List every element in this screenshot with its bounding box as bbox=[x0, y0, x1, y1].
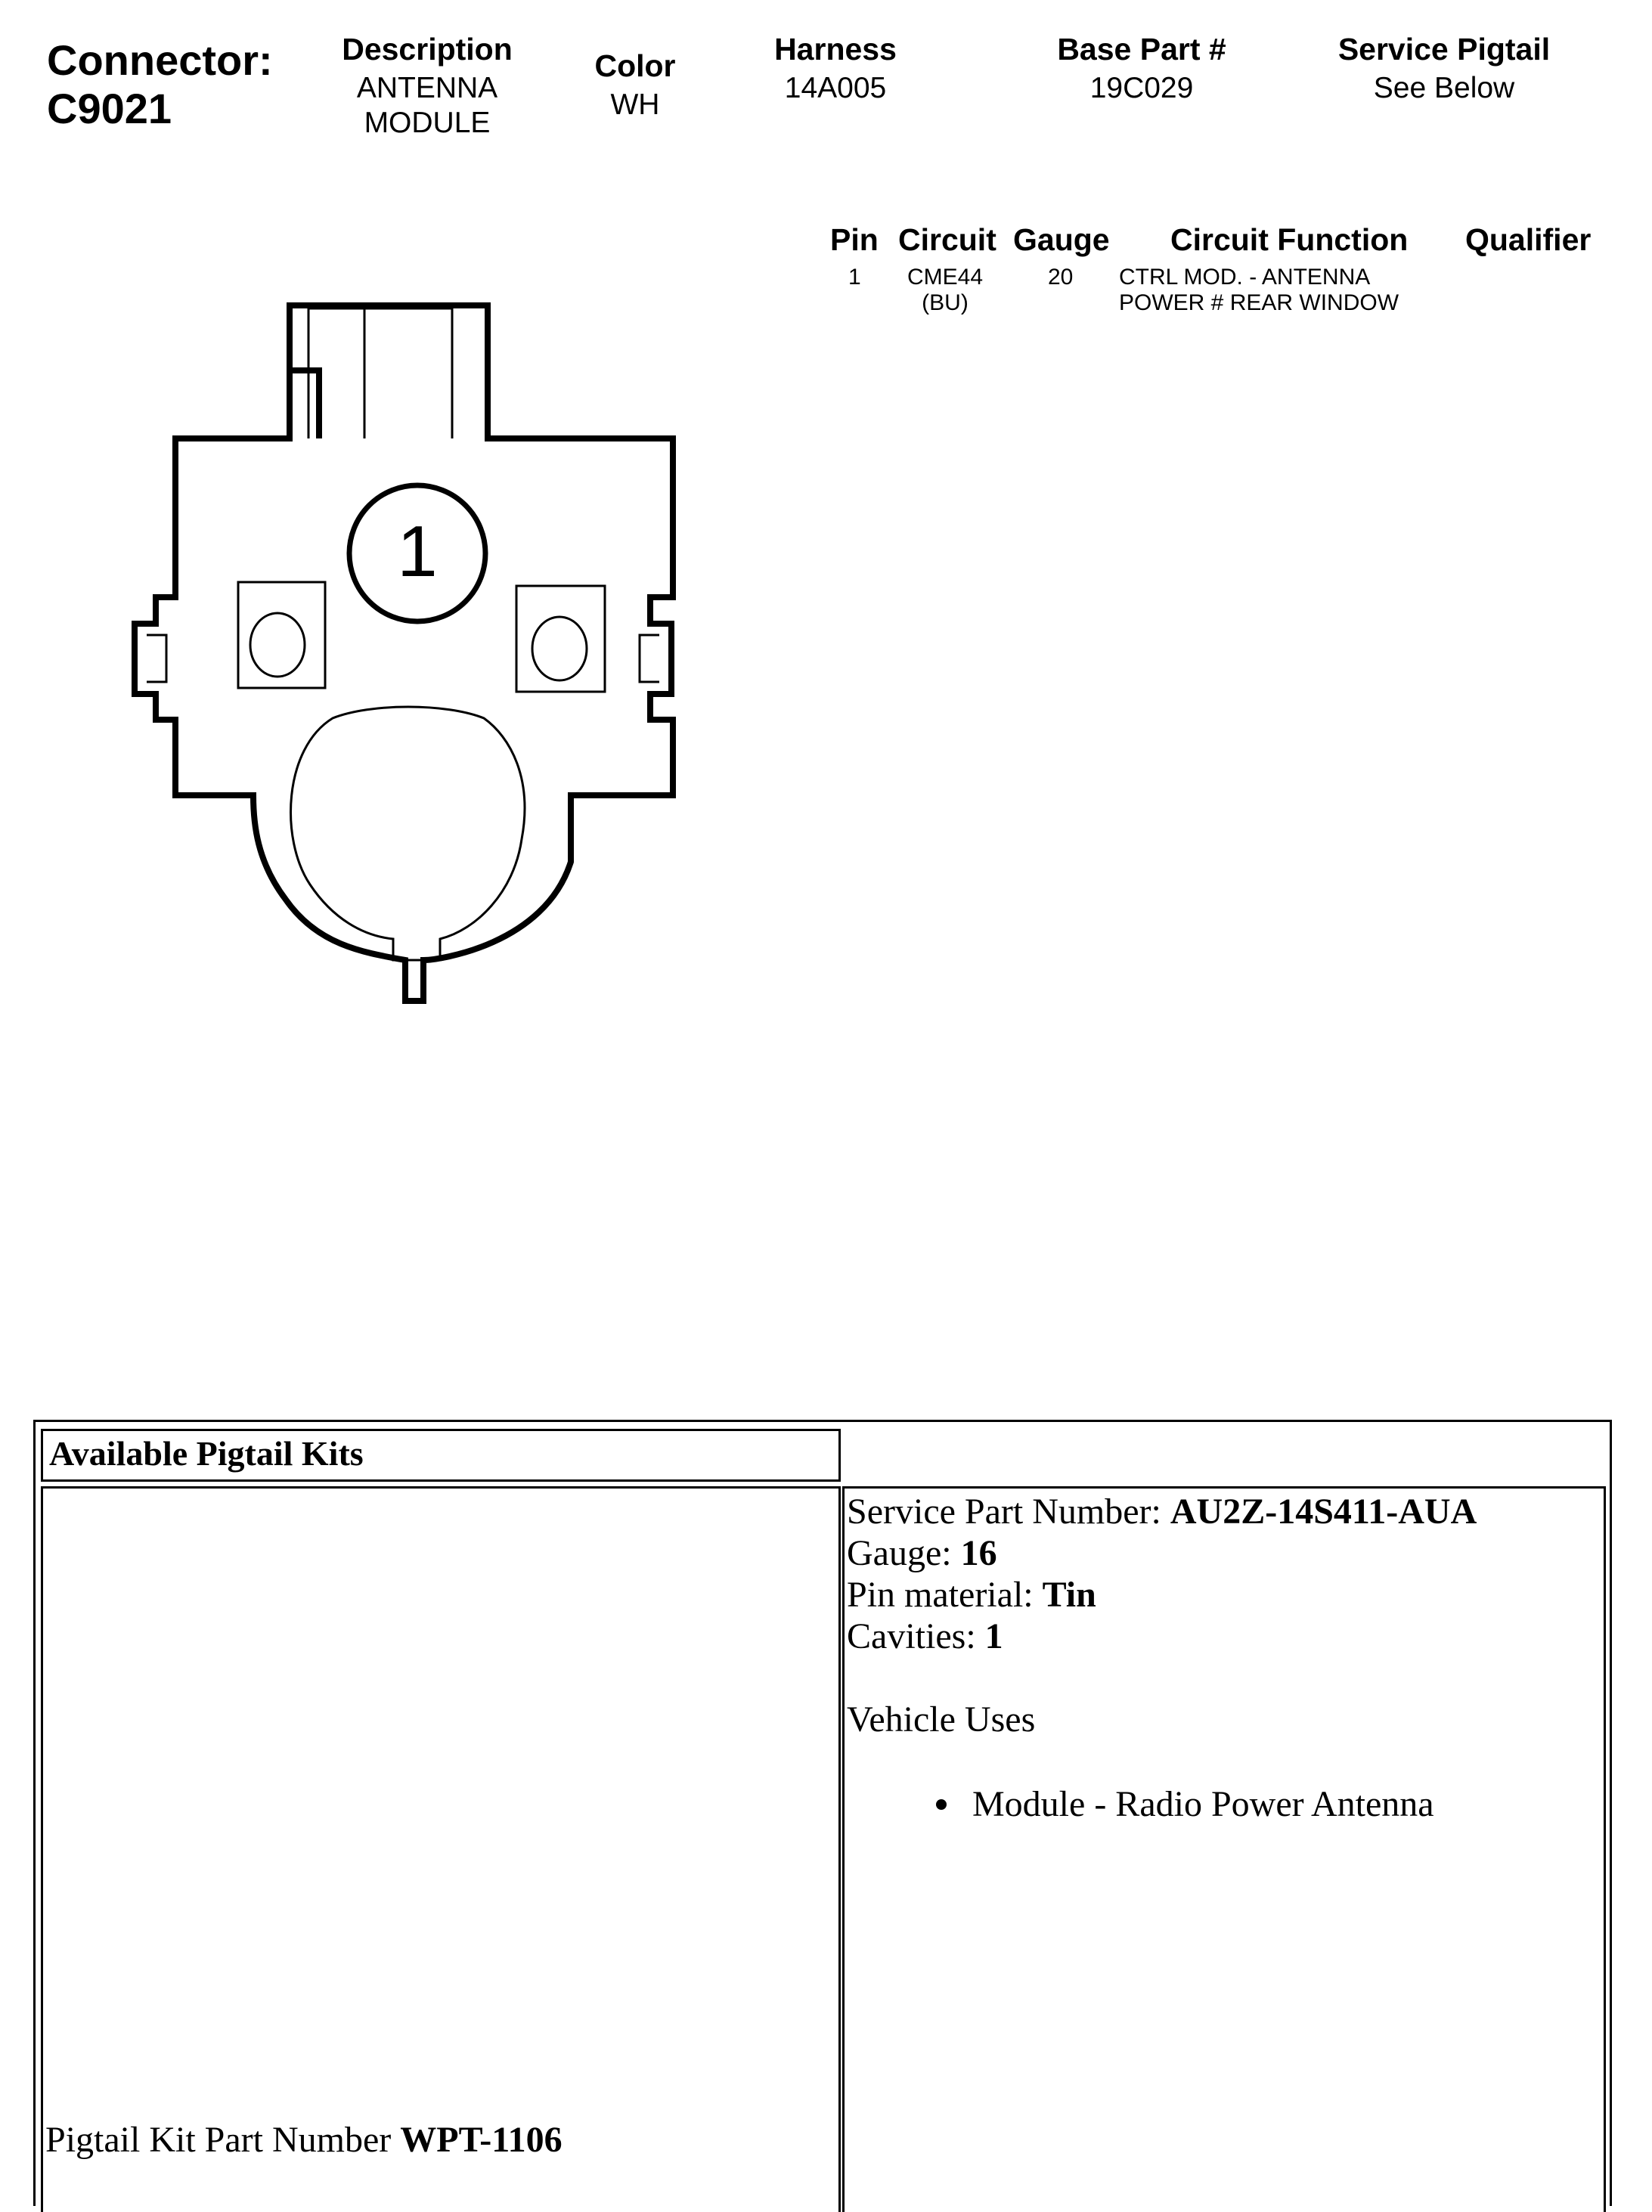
base-part-column bbox=[1028, 30, 1255, 106]
gauge-col-header: Gauge bbox=[1013, 222, 1110, 257]
gauge-value: 16 bbox=[960, 1533, 997, 1573]
vehicle-uses-heading: Vehicle Uses bbox=[847, 1699, 1036, 1740]
harness-column bbox=[741, 30, 930, 106]
cavities-line bbox=[847, 1616, 1477, 1657]
circuit-function-cell bbox=[1119, 265, 1399, 316]
mount-boss-right bbox=[516, 586, 605, 692]
side-tab-right-inner bbox=[640, 635, 659, 682]
circuit-function-line2: POWER # REAR WINDOW bbox=[1119, 290, 1399, 315]
side-tab-left-inner bbox=[147, 635, 166, 682]
pin-1-label: 1 bbox=[397, 511, 438, 592]
base-part-label: Base Part # bbox=[1057, 32, 1226, 67]
list-item bbox=[936, 1783, 1434, 1826]
pin-col-header: Pin bbox=[830, 222, 879, 257]
gauge-label: Gauge: bbox=[847, 1533, 952, 1573]
cavities-label: Cavities: bbox=[847, 1616, 976, 1656]
color-column bbox=[559, 47, 711, 122]
mount-hole-right bbox=[532, 617, 587, 680]
description-column bbox=[325, 30, 529, 141]
color-value: WH bbox=[610, 88, 660, 121]
cavities-value: 1 bbox=[984, 1616, 1003, 1656]
mount-hole-left bbox=[250, 613, 305, 677]
color-label: Color bbox=[594, 48, 676, 83]
circuit-code: CME44 bbox=[907, 265, 984, 290]
harness-label: Harness bbox=[774, 32, 897, 67]
connector-label: Connector: bbox=[47, 36, 273, 84]
service-pigtail-column bbox=[1316, 30, 1573, 106]
vehicle-use-item: Module - Radio Power Antenna bbox=[972, 1784, 1434, 1824]
latch-post-left bbox=[290, 370, 319, 438]
pigtail-kit-part-number bbox=[45, 2118, 563, 2162]
service-part-label: Service Part Number: bbox=[847, 1492, 1161, 1532]
connector-id: C9021 bbox=[47, 85, 172, 132]
gauge-line bbox=[847, 1532, 1477, 1574]
service-part-value: AU2Z-14S411-AUA bbox=[1170, 1492, 1477, 1532]
circuit-cell bbox=[900, 265, 990, 316]
gauge-cell: 20 bbox=[1048, 265, 1074, 290]
kit-part-label: Pigtail Kit Part Number bbox=[45, 2120, 392, 2160]
harness-value: 14A005 bbox=[784, 72, 887, 104]
kit-part-value: WPT-1106 bbox=[400, 2120, 563, 2160]
pin-material-line bbox=[847, 1574, 1477, 1616]
pin-material-label: Pin material: bbox=[847, 1575, 1034, 1615]
pigtail-image-box bbox=[41, 1486, 841, 2212]
pin-material-value: Tin bbox=[1042, 1575, 1096, 1615]
circuit-function-col-header: Circuit Function bbox=[1170, 222, 1409, 257]
circuit-col-header: Circuit bbox=[898, 222, 996, 257]
pigtail-kits-title: Available Pigtail Kits bbox=[49, 1434, 364, 1473]
connector-housing-outline bbox=[135, 305, 673, 1001]
connector-title bbox=[47, 36, 273, 133]
description-value-line1: ANTENNA bbox=[356, 72, 498, 104]
service-pigtail-label: Service Pigtail bbox=[1337, 32, 1551, 67]
bullet-icon bbox=[936, 1799, 947, 1810]
center-cavity bbox=[291, 707, 525, 960]
vehicle-uses-list bbox=[936, 1783, 1434, 1826]
circuit-function-line1: CTRL MOD. - ANTENNA bbox=[1119, 265, 1371, 290]
service-pigtail-value: See Below bbox=[1373, 72, 1515, 104]
description-value-line2: MODULE bbox=[364, 107, 491, 139]
pigtail-kits-header-box bbox=[41, 1429, 841, 1482]
pigtail-details bbox=[847, 1491, 1477, 1740]
base-part-value: 19C029 bbox=[1089, 72, 1194, 104]
service-part-line bbox=[847, 1491, 1477, 1532]
pin-number: 1 bbox=[848, 265, 861, 290]
description-label: Description bbox=[342, 32, 513, 67]
qualifier-col-header: Qualifier bbox=[1465, 222, 1592, 257]
circuit-wire-color: (BU) bbox=[922, 290, 969, 315]
connector-face-diagram bbox=[121, 295, 741, 1021]
